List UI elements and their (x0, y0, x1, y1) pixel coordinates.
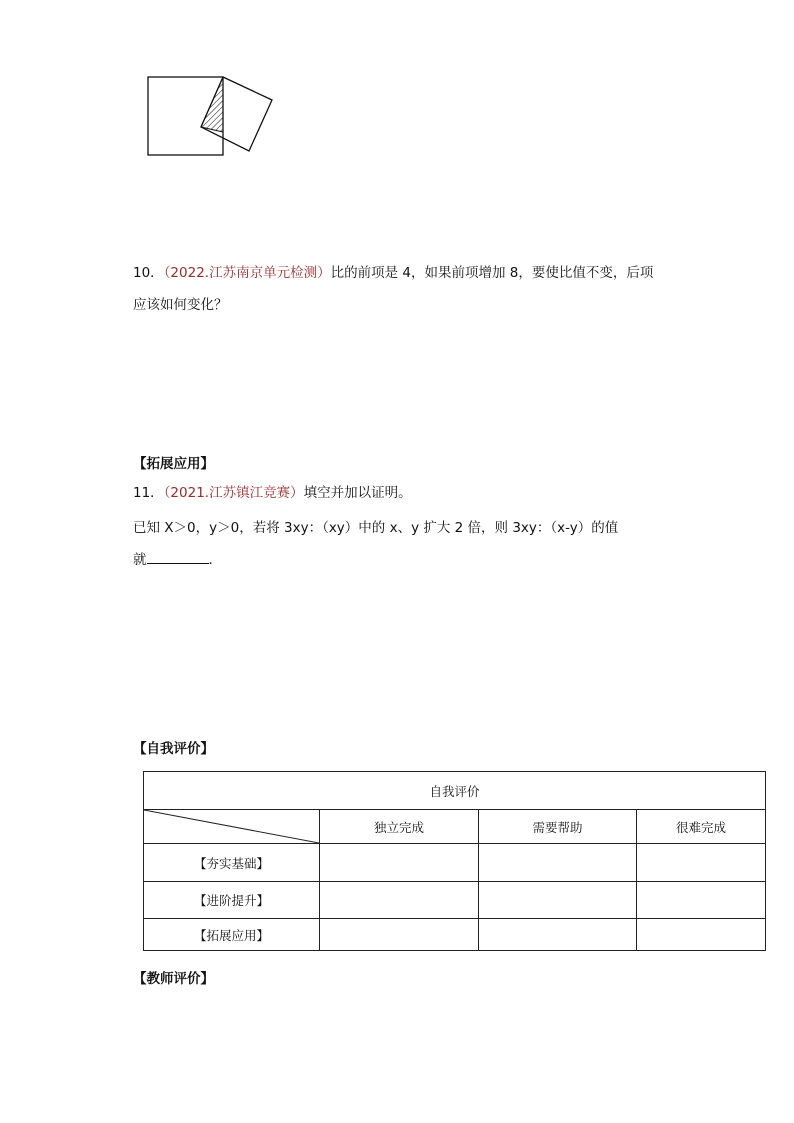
question-source: （2022.江苏南京单元检测） (163, 265, 331, 281)
row-label: 【进阶提升】 (144, 882, 320, 919)
section-heading-teacher-eval: 【教师评价】 (133, 971, 214, 987)
question-source: （2021.江苏镇江竞赛） (163, 485, 304, 501)
question-11-line1 (133, 483, 412, 503)
question-10-line2: 应该如何变化？ (133, 297, 228, 313)
column-header: 需要帮助 (479, 810, 637, 844)
table-row (144, 882, 766, 919)
text-prefix: 就 (133, 552, 147, 568)
question-number: 11． (133, 485, 164, 501)
question-10-line1 (133, 263, 653, 283)
eval-cell[interactable] (320, 844, 479, 882)
eval-cell[interactable] (637, 919, 766, 951)
overlapping-squares-figure (140, 70, 280, 165)
question-number: 10． (133, 265, 164, 281)
section-heading-self-eval: 【自我评价】 (133, 741, 214, 757)
eval-cell[interactable] (320, 882, 479, 919)
eval-cell[interactable] (320, 919, 479, 951)
text-suffix: ． (208, 552, 222, 568)
eval-cell[interactable] (637, 844, 766, 882)
column-header: 很难完成 (637, 810, 766, 844)
question-text: 比的前项是 4，如果前项增加 8，要使比值不变，后项 (330, 265, 654, 281)
table-row (144, 844, 766, 882)
eval-cell[interactable] (479, 919, 637, 951)
answer-blank[interactable] (147, 549, 209, 564)
question-11-line3 (133, 549, 222, 570)
row-label: 【拓展应用】 (144, 919, 320, 951)
section-heading-extend: 【拓展应用】 (133, 456, 214, 472)
eval-cell[interactable] (637, 882, 766, 919)
question-text: 填空并加以证明。 (303, 485, 412, 501)
eval-cell[interactable] (479, 844, 637, 882)
table-title: 自我评价 (144, 772, 766, 810)
diagonal-line (144, 810, 319, 843)
self-evaluation-table (143, 771, 766, 951)
eval-cell[interactable] (479, 882, 637, 919)
question-11-statement: 已知 X＞0，y＞0，若将 3xy：（xy）中的 x、y 扩大 2 倍，则 3xy：（x-y）的值 (133, 520, 619, 536)
column-header: 独立完成 (320, 810, 479, 844)
row-label: 【夯实基础】 (144, 844, 320, 882)
table-row (144, 919, 766, 951)
diagonal-header-cell (144, 810, 320, 844)
